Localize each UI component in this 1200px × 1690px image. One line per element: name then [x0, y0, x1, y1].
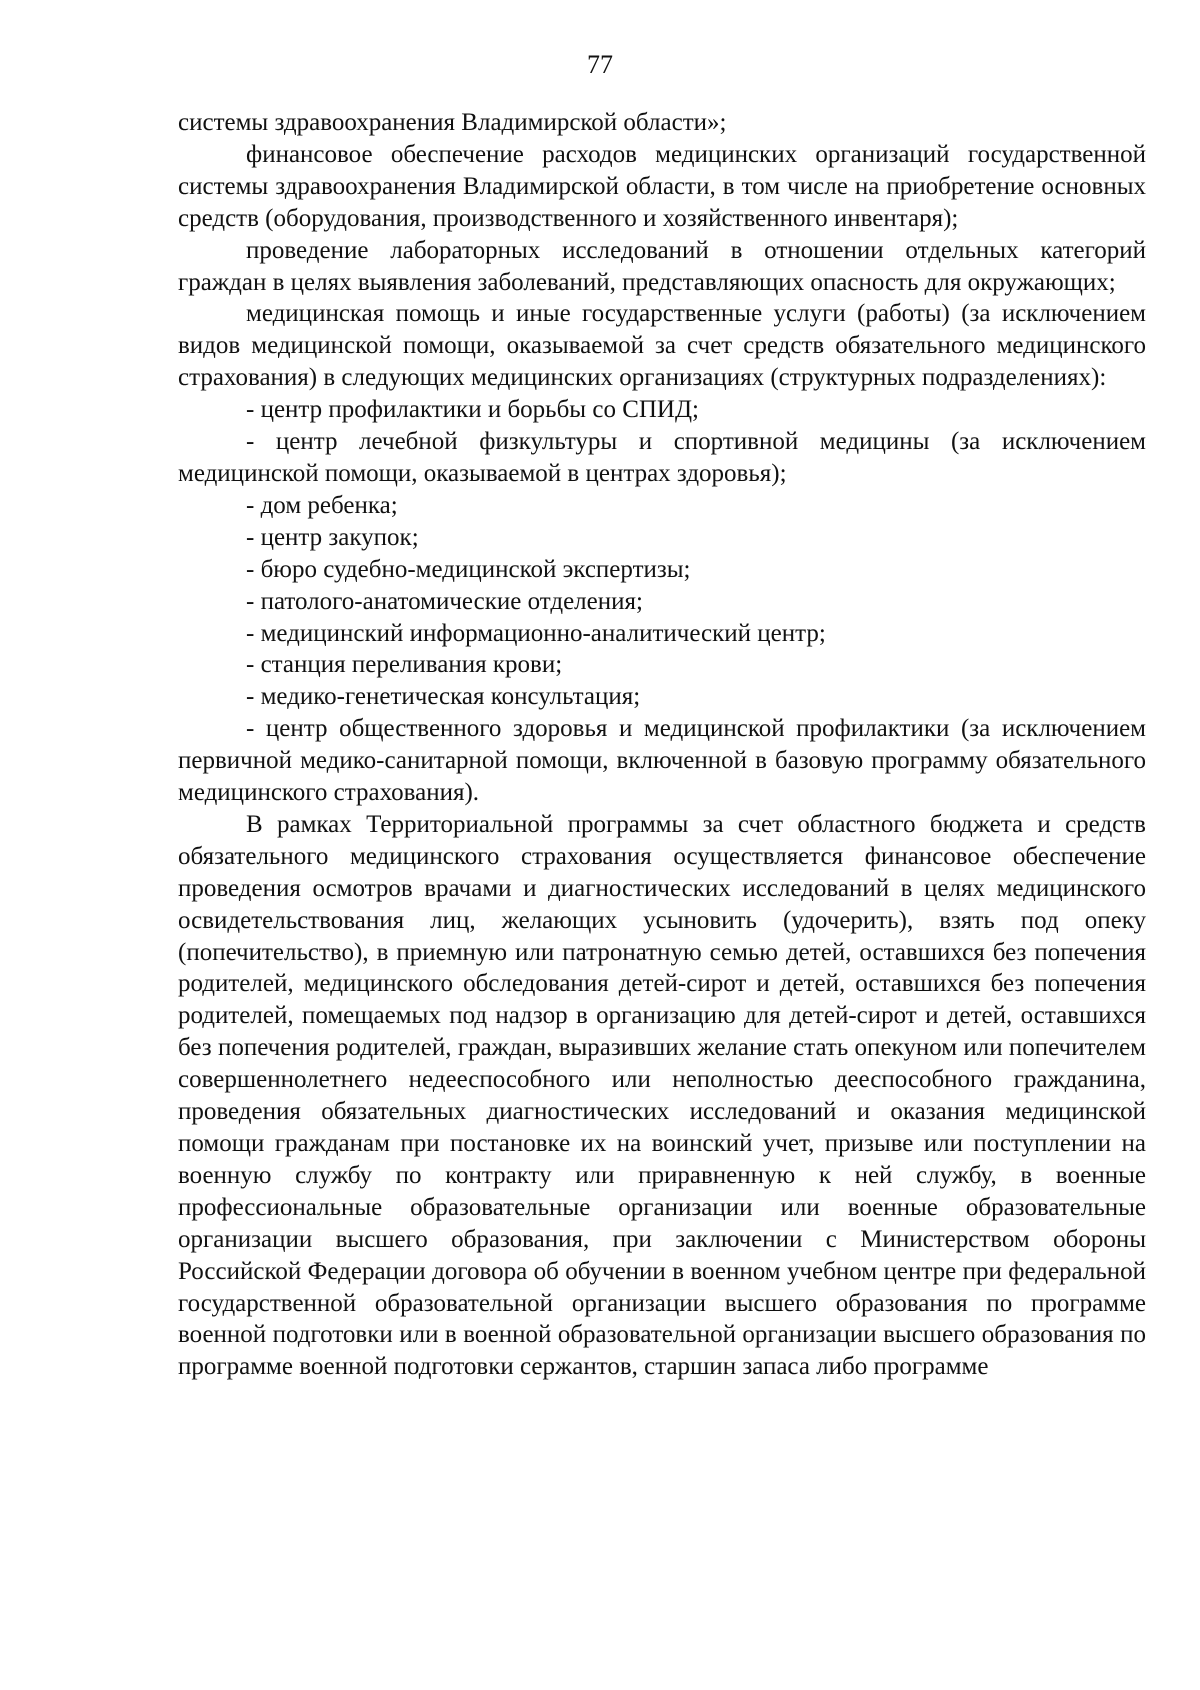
paragraph-territorial-program: В рамках Территориальной программы за счет областного бюджета и средств обязательного медицинского страхования осуществляется финансовое обеспечение проведения осмотров врачами и диагностических исследований в целях медицинского освидетельствования лиц, желающих усыновить (удочерить), взять под опеку (попечительство), в приемную или патронатную семью детей, оставшихся без попечения родителей, медицинского обследования детей-сирот и детей, оставшихся без попечения родителей, помещаемых под надзор в организацию для детей-сирот и детей, оставшихся без попечения родителей, граждан, выразивших желание стать опекуном или попечителем совершеннолетнего недееспособного или неполностью дееспособного гражданина, проведения обязательных диагностических исследований и оказания медицинской помощи гражданам при постановке их на воинский учет, призыве или поступлении на военную службу по контракту или приравненную к ней службу, в военные профессиональные образовательные организации или военные образовательные организации высшего образования, при заключении с Министерством обороны Российской Федерации договора об обучении в военном учебном центре при федеральной государственной образовательной организации высшего образования по программе военной подготовки или в военной образовательной организации высшего образования по программе военной подготовки сержантов, старшин запаса либо программе	[178, 810, 1146, 1381]
list-item: - центр лечебной физкультуры и спортивной медицины (за исключением медицинской помощи, оказываемой в центрах здоровья);	[178, 428, 1146, 487]
list-item: - центр общественного здоровья и медицинской профилактики (за исключением первичной медико-санитарной помощи, включенной в базовую программу обязательного медицинского страхования).	[178, 715, 1146, 807]
paragraph-medical-services: медицинская помощь и иные государственные услуги (работы) (за исключением видов медицинской помощи, оказываемой за счет средств обязательного медицинского страхования) в следующих медицинских организациях (структурных подразделениях):	[178, 300, 1146, 392]
list-item: - станция переливания крови;	[246, 651, 563, 679]
paragraph-financing: финансовое обеспечение расходов медицинских организаций государственной системы здравоохранения Владимирской области, в том числе на приобретение основных средств (оборудования, производственного и хозяйственного инвентаря);	[178, 140, 1146, 232]
paragraph-lab-research: проведение лабораторных исследований в отношении отдельных категорий граждан в целях выявления заболеваний, представляющих опасность для окружающих;	[178, 236, 1146, 296]
list-item: - патолого-анатомические отделения;	[246, 587, 643, 615]
paragraph-continuation: системы здравоохранения Владимирской области»;	[178, 109, 727, 136]
list-item: - бюро судебно-медицинской экспертизы;	[246, 555, 691, 583]
page-number: 77	[587, 50, 613, 79]
list-item: - медико-генетическая консультация;	[246, 683, 641, 711]
list-item: - медицинский информационно-аналитический центр;	[246, 619, 826, 647]
document-body	[178, 107, 1146, 1383]
list-item: - центр закупок;	[246, 523, 419, 551]
list-item: - центр профилактики и борьбы со СПИД;	[246, 396, 699, 424]
list-item: - дом ребенка;	[246, 491, 398, 519]
